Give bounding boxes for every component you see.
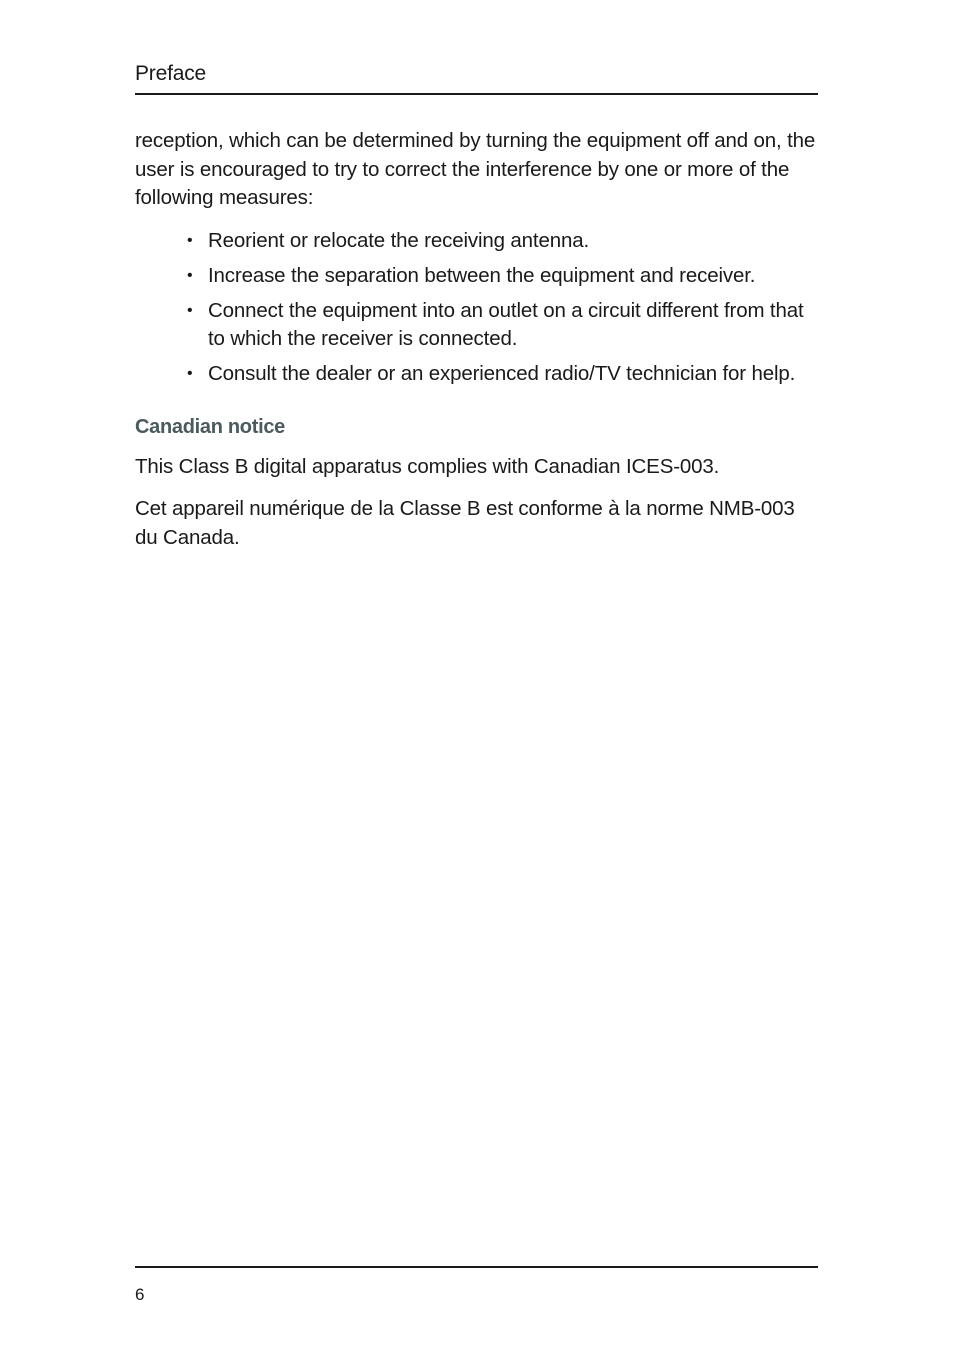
list-item-text: Consult the dealer or an experienced radio/TV technician for help.	[208, 362, 796, 385]
english-notice: This Class B digital apparatus complies with Canadian ICES-003.	[135, 454, 720, 478]
header-rule	[135, 93, 818, 95]
bullet-icon: •	[187, 365, 193, 382]
header-title: Preface	[135, 62, 206, 85]
page-number: 6	[135, 1285, 145, 1304]
section-heading: Canadian notice	[135, 415, 285, 438]
page-footer	[135, 1266, 818, 1306]
list-item	[135, 227, 818, 256]
page-content	[135, 127, 818, 566]
list-item-text: Increase the separation between the equipment and receiver.	[208, 263, 756, 287]
list-item	[135, 262, 818, 291]
list-item	[135, 360, 818, 389]
footer-rule	[135, 1266, 818, 1268]
measures-list	[135, 227, 818, 389]
intro-paragraph: reception, which can be determined by turning the equipment off and on, the user is encouraged to try to correct the interference by one or more of the following measures:	[135, 129, 816, 209]
page-header	[135, 60, 818, 95]
list-item	[135, 297, 818, 354]
bullet-icon: •	[187, 266, 193, 284]
list-item-text: Connect the equipment into an outlet on a circuit different from that to which the receiver is connected.	[208, 298, 804, 350]
bullet-icon: •	[187, 301, 193, 319]
list-item-text: Reorient or relocate the receiving antenna.	[208, 228, 590, 252]
french-notice: Cet appareil numérique de la Classe B est conforme à la norme NMB-003 du Canada.	[135, 497, 795, 549]
bullet-icon: •	[187, 231, 193, 249]
